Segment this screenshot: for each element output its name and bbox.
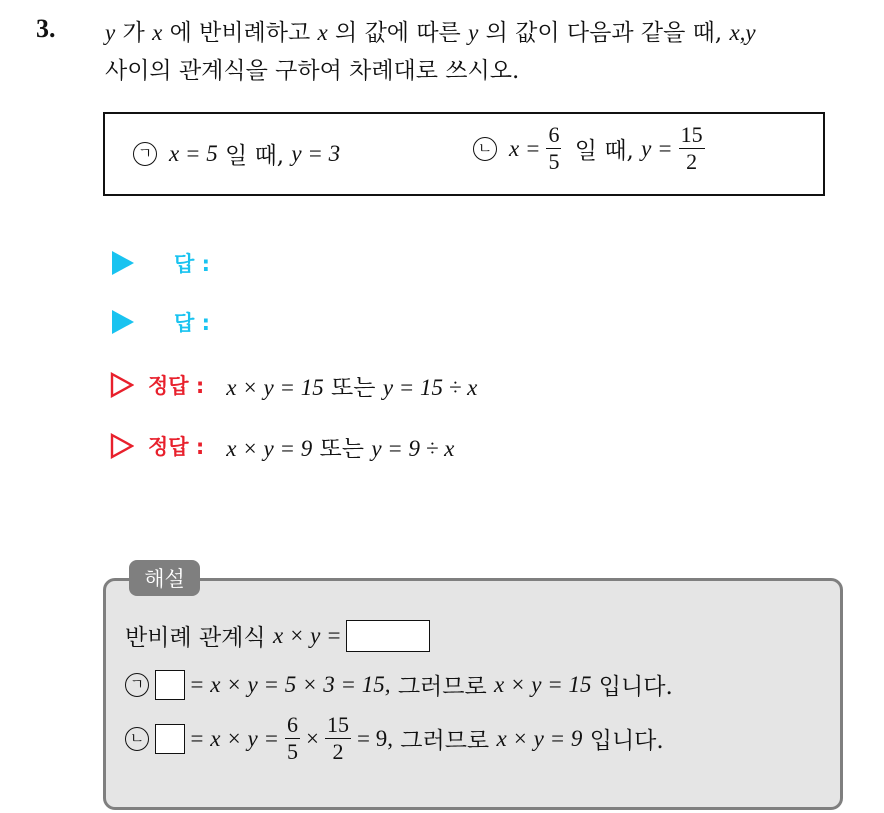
explanation-result: x × y = 15 <box>494 671 592 697</box>
fraction-1 <box>285 712 300 765</box>
explanation-end: 입니다. <box>582 728 664 754</box>
fraction-denominator: 2 <box>686 149 698 174</box>
fraction-denominator: 2 <box>332 739 344 764</box>
question-fragment: 에 반비례하고 <box>162 20 318 46</box>
var-y: y <box>468 20 479 45</box>
answer-label: 답 : <box>174 252 210 276</box>
question-fragment: 가 <box>115 20 153 46</box>
correct-expr-2: y = 15 ÷ x <box>382 374 478 400</box>
fraction-numerator: 15 <box>680 122 703 147</box>
correct-answer-value <box>226 369 477 402</box>
fraction-numerator: 6 <box>548 122 560 147</box>
fraction-denominator: 5 <box>286 739 298 764</box>
circled-nieun-icon: ㄴ <box>125 727 149 751</box>
condition-2-when: 일 때, <box>567 138 642 164</box>
question-number: 3. <box>36 14 56 43</box>
correct-answer-label: 정답 : <box>148 435 205 459</box>
explanation-line-2 <box>125 668 673 701</box>
explanation-expr: x × y = <box>272 622 342 648</box>
condition-2 <box>473 122 711 175</box>
fraction-2 <box>325 712 351 765</box>
explanation-tab: 해설 <box>129 560 200 596</box>
circled-giyeok-icon: ㄱ <box>125 673 149 697</box>
explanation-line-3 <box>125 712 664 765</box>
circled-nieun-icon: ㄴ <box>473 137 497 161</box>
circled-giyeok-icon: ㄱ <box>133 142 157 166</box>
explanation-text: 그러므로 <box>390 674 495 700</box>
blank-box <box>155 724 185 754</box>
explanation-result: x × y = 9 <box>496 725 583 751</box>
outline-triangle-icon <box>110 433 134 459</box>
fraction-y <box>679 122 705 175</box>
explanation-line-1 <box>125 619 430 652</box>
explanation-text: 그러므로 <box>392 728 497 754</box>
blank-box <box>155 670 185 700</box>
correct-or: 또는 <box>312 435 372 462</box>
correct-answer-2 <box>110 429 454 463</box>
correct-answer-1 <box>110 368 477 402</box>
fraction-x <box>546 122 561 175</box>
condition-2-x-prefix: x = <box>509 135 541 161</box>
answer-label: 답 : <box>174 311 210 335</box>
answer-row-2[interactable] <box>112 307 210 337</box>
explanation-text: 반비례 관계식 <box>125 625 273 651</box>
explanation-expr: = x × y = 5 × 3 = 15, <box>189 671 391 697</box>
answer-row-1[interactable] <box>112 248 210 278</box>
question-fragment: 의 값이 다음과 같을 때, <box>478 20 730 46</box>
correct-expr-2: y = 9 ÷ x <box>371 435 455 461</box>
fraction-numerator: 15 <box>326 712 349 737</box>
blank-box <box>346 620 430 652</box>
condition-1-when: 일 때, <box>217 143 292 169</box>
correct-answer-label: 정답 : <box>148 374 205 398</box>
explanation-expr: = x × y = <box>189 725 279 751</box>
var-x: x <box>152 20 163 45</box>
play-triangle-icon <box>112 251 134 275</box>
explanation-end: 입니다. <box>591 674 673 700</box>
var-y: y <box>105 20 116 45</box>
condition-1-x: x = 5 <box>169 140 218 166</box>
condition-2-y-prefix: y = <box>641 135 673 161</box>
var-x: x <box>317 20 328 45</box>
condition-1 <box>133 137 340 170</box>
correct-or: 또는 <box>323 374 383 401</box>
question-line-1 <box>105 14 875 52</box>
question-text <box>105 14 875 90</box>
fraction-numerator: 6 <box>286 712 298 737</box>
explanation-expr: = 9, <box>356 725 393 751</box>
given-conditions-box <box>103 112 825 196</box>
question-line-2: 사이의 관계식을 구하여 차례대로 쓰시오. <box>105 58 520 84</box>
correct-answer-value <box>226 430 454 463</box>
times-sign: × <box>305 725 319 751</box>
fraction-denominator: 5 <box>548 149 560 174</box>
vars-xy: x,y <box>729 20 756 45</box>
outline-triangle-icon <box>110 372 134 398</box>
play-triangle-icon <box>112 310 134 334</box>
question-fragment: 의 값에 따른 <box>327 20 469 46</box>
correct-expr-1: x × y = 9 <box>226 435 313 461</box>
correct-expr-1: x × y = 15 <box>226 374 324 400</box>
condition-1-y: y = 3 <box>291 140 341 166</box>
